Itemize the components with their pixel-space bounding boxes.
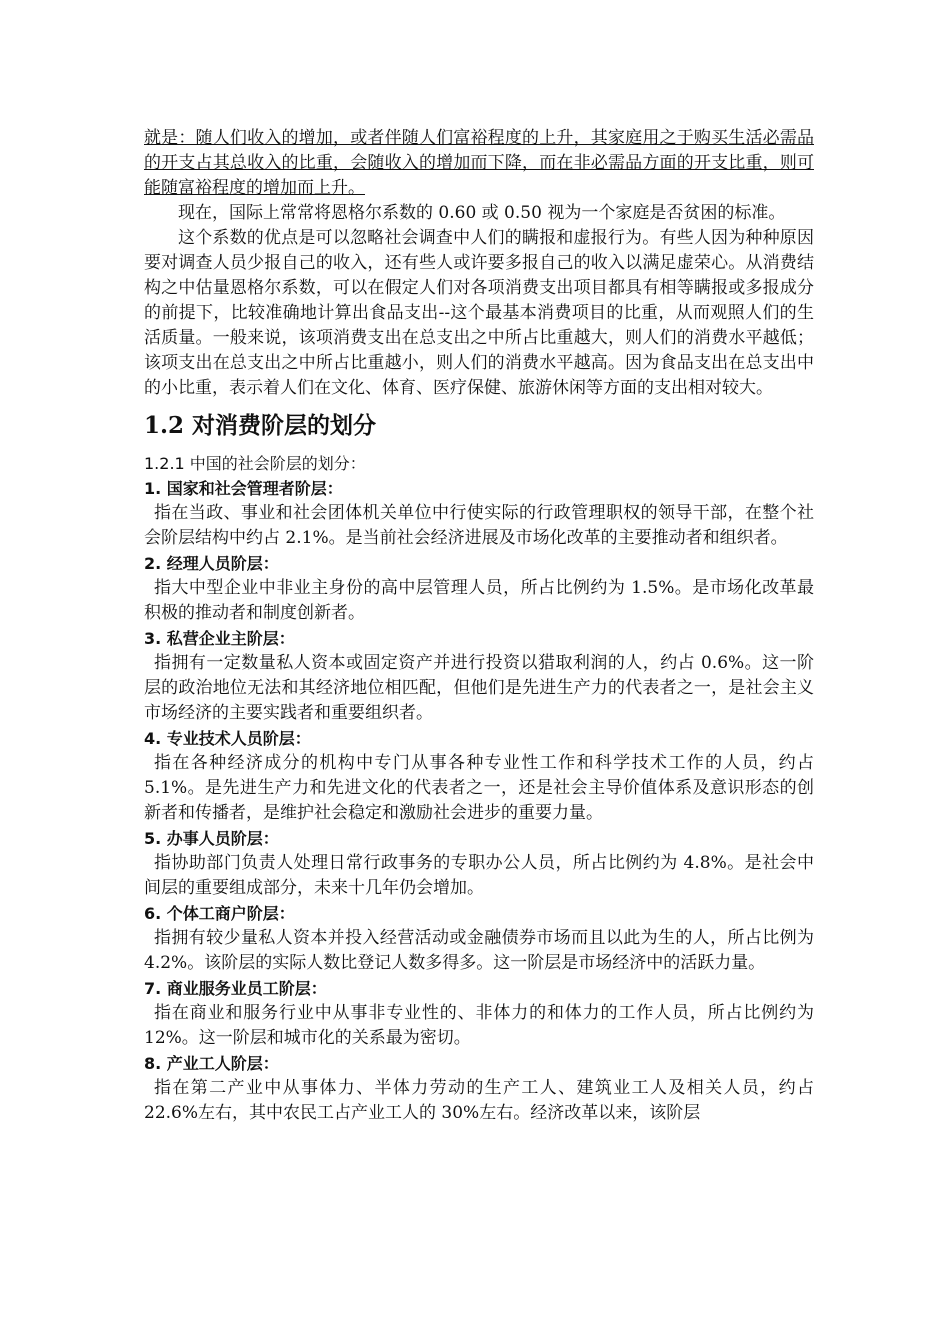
stratum-text: 指大中型企业中非业主身份的高中层管理人员，所占比例约为 1.5%。是市场化改革最积极的推动者和制度创新者。 <box>144 578 814 623</box>
stratum-title: 6. 个体工商户阶层： <box>144 904 295 923</box>
subsection-heading: 1.2.1 中国的社会阶层的划分： <box>144 454 366 473</box>
stratum-text: 指拥有较少量私人资本并投入经营活动或金融债券市场而且以此为生的人，所占比例为 4.2%。该阶层的实际人数比登记人数多得多。这一阶层是市场经济中的活跃力量。 <box>144 928 814 973</box>
stratum-item <box>144 826 814 901</box>
stratum-title: 3. 私营企业主阶层： <box>144 629 295 648</box>
coefficient-advantage-paragraph: 这个系数的优点是可以忽略社会调查中人们的瞒报和虚报行为。有些人因为种种原因要对调查人员少报自己的收入，还有些人或许要多报自己的收入以满足虚荣心。从消费结构之中估量恩格尔系数，可以在假定人们对各项消费支出项目都具有相等瞒报或多报成分的前提下，比较准确地计算出食品支出--这个最基本消费项目的比重，从而观照人们的生活质量。一般来说，该项消费支出在总支出之中所占比重越大，则人们的消费水平越低；该项支出在总支出之中所占比重越小，则人们的消费水平越高。因为食品支出在总支出中的小比重，表示着人们在文化、体育、医疗保健、旅游休闲等方面的支出相对较大。 <box>144 228 814 398</box>
stratum-text: 指在第二产业中从事体力、半体力劳动的生产工人、建筑业工人及相关人员，约占 22.6%左右，其中农民工占产业工人的 30%左右。经济改革以来，该阶层 <box>144 1078 814 1123</box>
stratum-text: 指在当政、事业和社会团体机关单位中行使实际的行政管理职权的领导干部，在整个社会阶层结构中约占 2.1%。是当前社会经济进展及市场化改革的主要推动者和组织者。 <box>144 503 814 548</box>
stratum-text: 指协助部门负责人处理日常行政事务的专职办公人员，所占比例约为 4.8%。是社会中间层的重要组成部分，未来十几年仍会增加。 <box>144 853 814 898</box>
stratum-item <box>144 476 814 551</box>
stratum-title: 7. 商业服务业员工阶层： <box>144 979 327 998</box>
stratum-title: 8. 产业工人阶层： <box>144 1054 279 1073</box>
stratum-title: 2. 经理人员阶层： <box>144 554 279 573</box>
poverty-standard-paragraph: 现在，国际上常常将恩格尔系数的 0.60 或 0.50 视为一个家庭是否贫困的标准。 <box>178 203 786 223</box>
stratum-item <box>144 1051 814 1126</box>
stratum-item <box>144 551 814 626</box>
stratum-text: 指拥有一定数量私人资本或固定资产并进行投资以猎取利润的人，约占 0.6%。这一阶层的政治地位无法和其经济地位相匹配，但他们是先进生产力的代表者之一，是社会主义市场经济的主要实践者和重要组织者。 <box>144 653 814 723</box>
stratum-item <box>144 976 814 1051</box>
engel-law-definition: 就是：随人们收入的增加，或者伴随人们富裕程度的上升，其家庭用之于购买生活必需品的开支占其总收入的比重，会随收入的增加而下降，而在非必需品方面的开支比重，则可能随富裕程度的增加而上升。 <box>144 128 814 198</box>
stratum-title: 5. 办事人员阶层： <box>144 829 279 848</box>
stratum-item <box>144 626 814 726</box>
stratum-item <box>144 726 814 826</box>
section-heading: 1.2 对消费阶层的划分 <box>144 412 377 439</box>
stratum-text: 指在各种经济成分的机构中专门从事各种专业性工作和科学技术工作的人员，约占 5.1%。是先进生产力和先进文化的代表者之一，还是社会主导价值体系及意识形态的创新者和传播者，是维护社会稳定和激励社会进步的重要力量。 <box>144 753 814 823</box>
stratum-title: 4. 专业技术人员阶层： <box>144 729 311 748</box>
stratum-text: 指在商业和服务行业中从事非专业性的、非体力的和体力的工作人员，所占比例约为 12%。这一阶层和城市化的关系最为密切。 <box>144 1003 814 1048</box>
stratum-item <box>144 901 814 976</box>
stratum-title: 1. 国家和社会管理者阶层： <box>144 479 343 498</box>
document-page <box>144 126 814 1126</box>
